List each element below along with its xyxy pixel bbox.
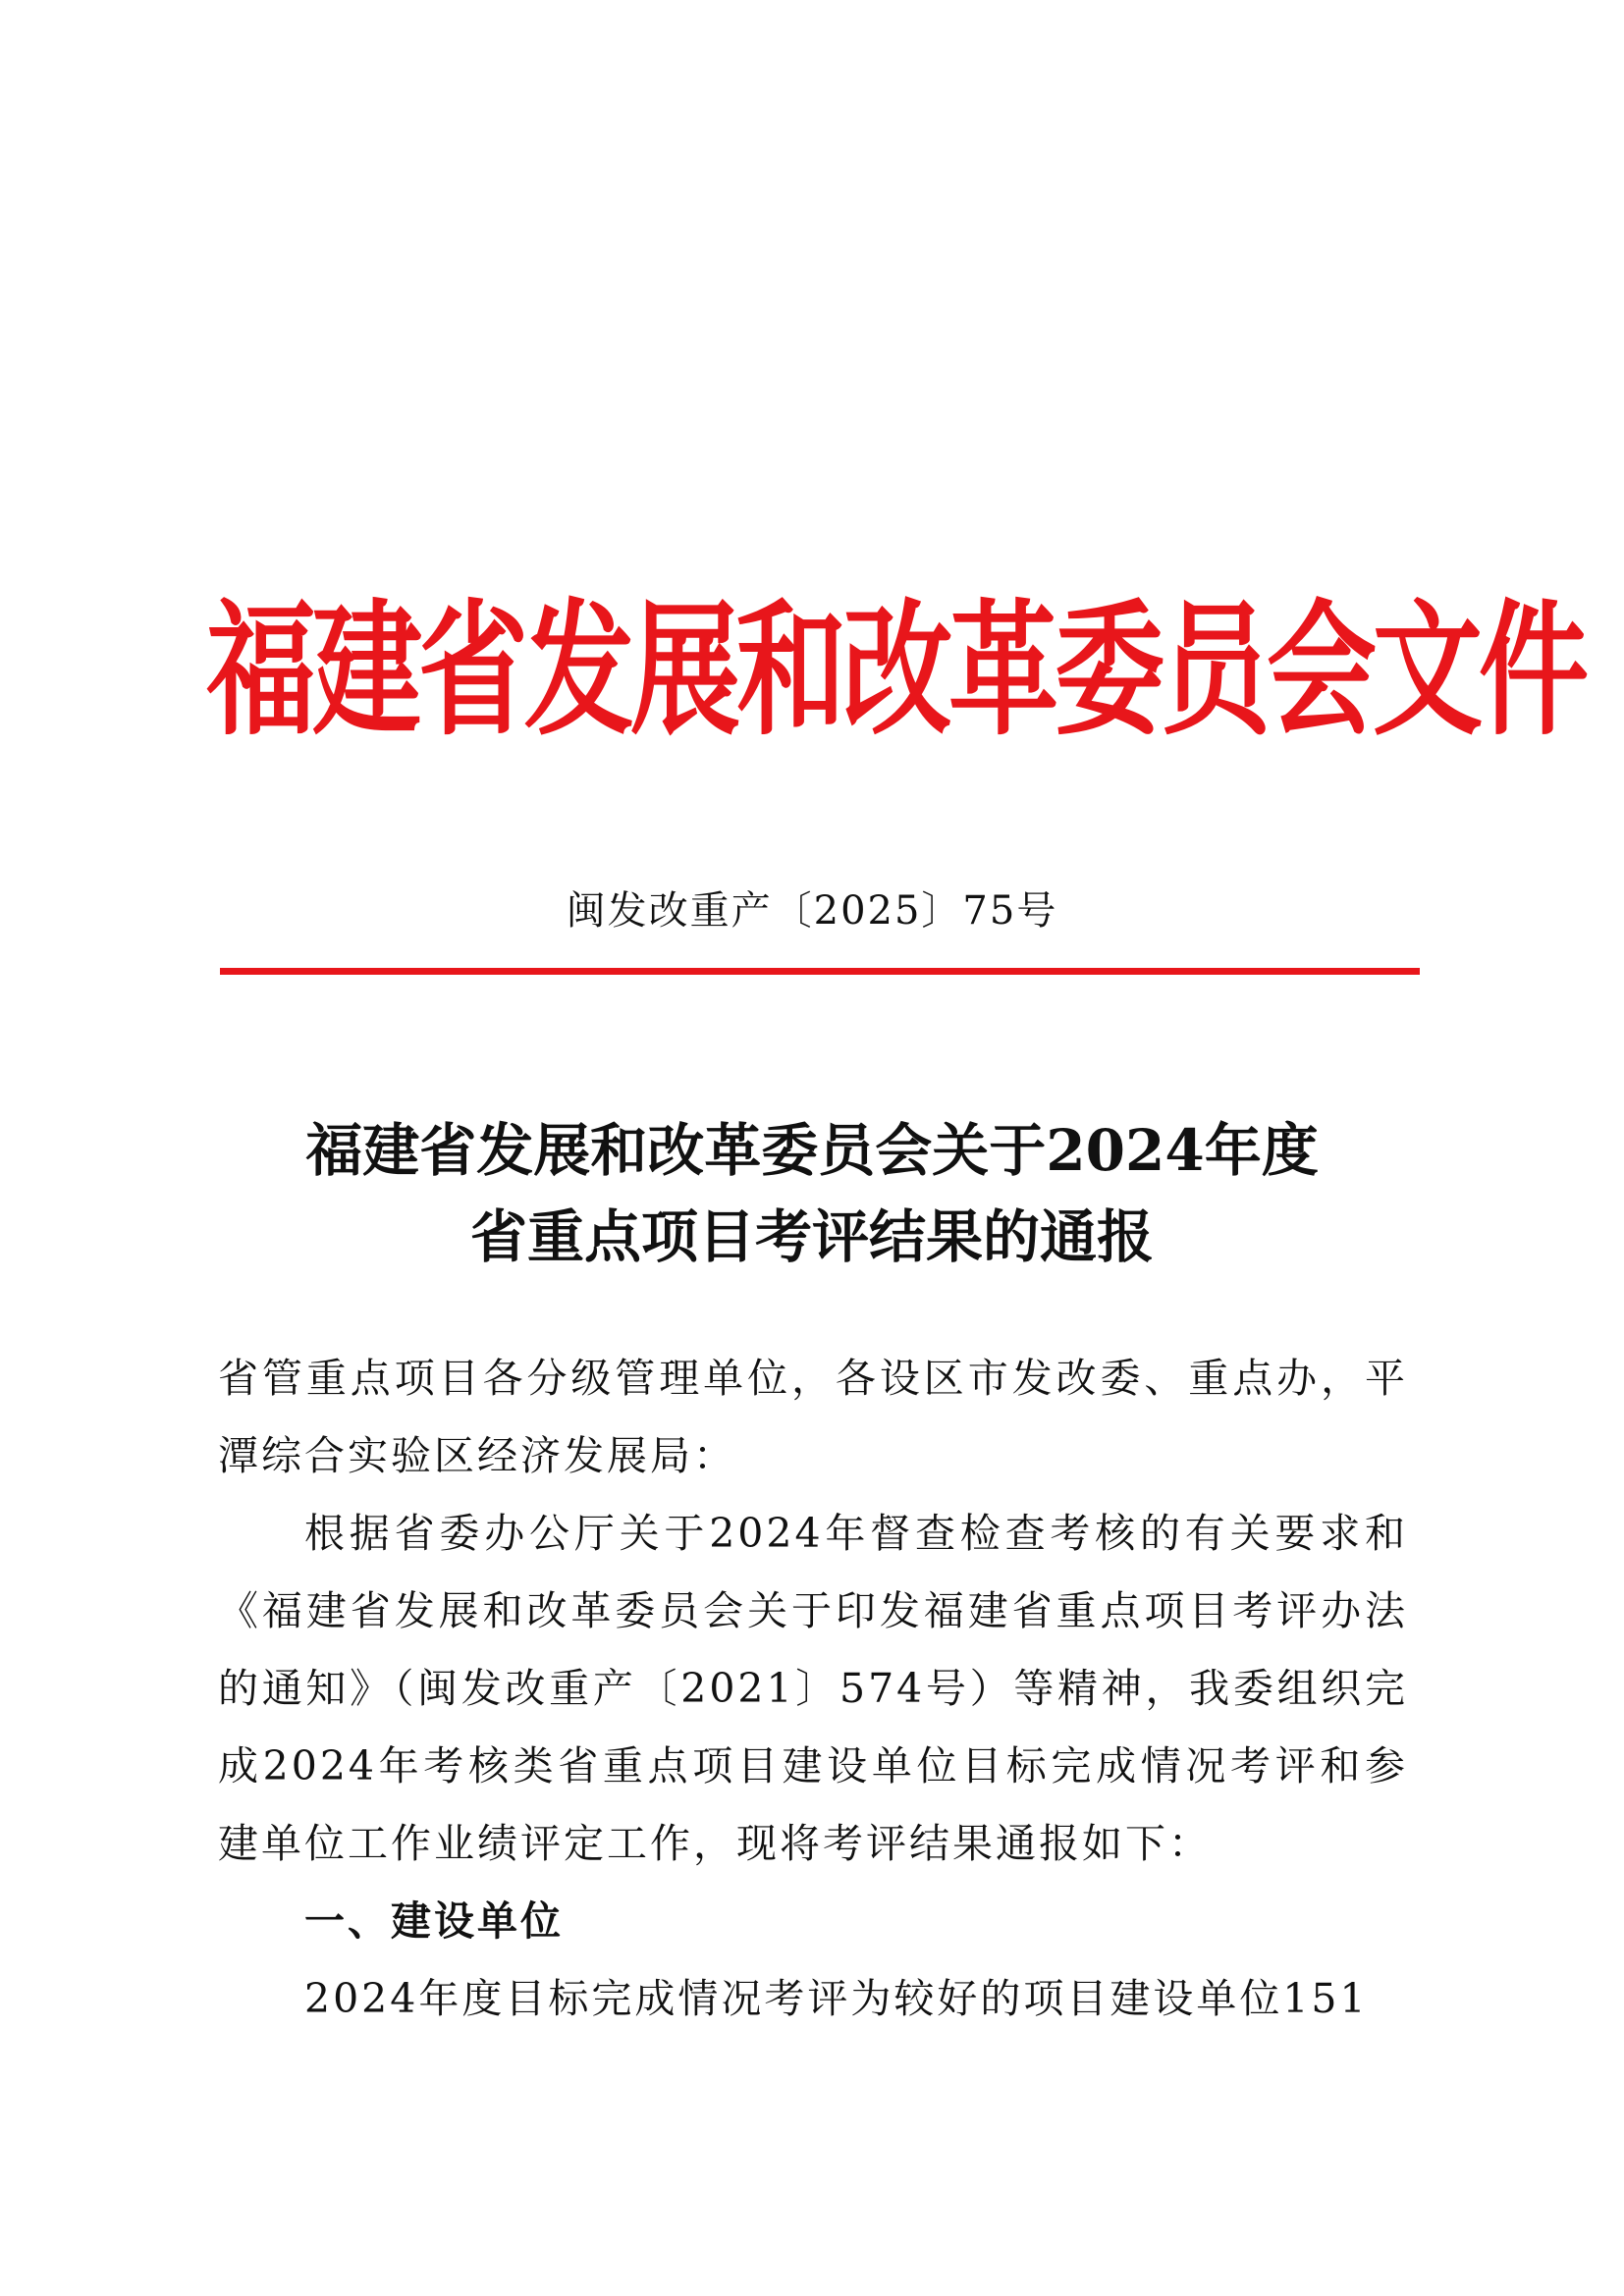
red-separator-line bbox=[220, 968, 1420, 975]
document-title bbox=[0, 1107, 1624, 1280]
paragraph-intro: 根据省委办公厅关于2024年督查检查考核的有关要求和《福建省发展和改革委员会关于印发福建省重点项目考评办法的通知》（闽发改重产〔2021〕574号）等精神，我委组织完成2024年考核类省重点项目建设单位目标完成情况考评和参建单位工作业绩评定工作，现将考评结果通报如下： bbox=[218, 1510, 1408, 1867]
document-number: 闽发改重产〔2025〕75号 bbox=[566, 888, 1058, 934]
red-masthead: 福建省发展和改革委员会文件 bbox=[206, 585, 1585, 756]
title-line-1: 福建省发展和改革委员会关于2024年度 bbox=[305, 1117, 1319, 1184]
document-body bbox=[218, 1340, 1408, 2038]
title-line-2: 省重点项目考评结果的通报 bbox=[469, 1203, 1154, 1270]
salutation: 省管重点项目各分级管理单位，各设区市发改委、重点办，平潭综合实验区经济发展局： bbox=[218, 1355, 1408, 1479]
paragraph-construction-units: 2024年度目标完成情况考评为较好的项目建设单位151 bbox=[304, 1975, 1369, 2022]
section-heading-construction-units: 一、建设单位 bbox=[304, 1897, 564, 1945]
